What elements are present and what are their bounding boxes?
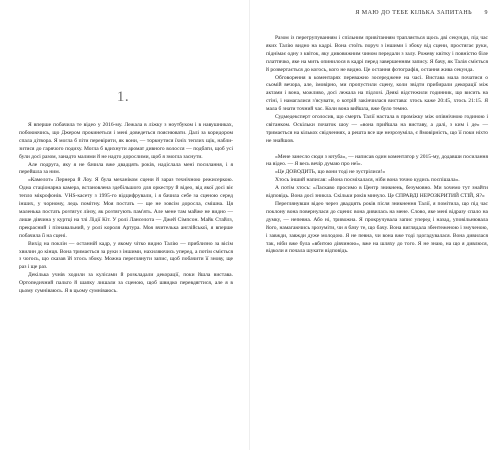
paragraph: «Камелот» Лернера й Лоу. Я була механіком сцени й зараз технічною режисеркою. Одна стаціонарна камера, встановлена здебільшого для оркестру й відео, від якої досі віє тепло мікрофонів. VHS-касету з 1995-го відцифрували, і я бачила себе за сценою серед інших, у чорному, ледь помітну. Моя постать — ще не зовсім доросла, смішна. Ця маленька постать розтягує лінзу, як розтягують пам'ять. Але мене там майже не видно — лише дівчина у куртці на тлі Лідії Кіт. У ролі Ланселота — Джей Сімпсон. Майк Стайлз, прекрасний і пізнавальний, у ролі короля Артура. Моя вчителька англійської, я вперше побачила її на сцені. <box>19 177 233 239</box>
paragraph: Переглянувши відео через двадцять років після зникнення Талії, я помітила, що під час поклону вона повернулася до сцени: вона дивилась на мене. Слово, яке мені відразу спало на думку, — непевна. Або ні, тривожна. Я прокручувала запис уперед і назад, уповільнювала його, намагаючись зрозуміти, чи я бачу те, що бачу. Вона виглядала збентеженою і змученою, і завжди, завжди дуже молодою. Я не певна, чи вона вже тоді здогадувалася. Вона дивилася так, ніби вже була «вбитою дівчиною», вже на шляху до того. Я не знаю, на що я дивлюся, відколи я почала шукати відповідь. <box>266 201 488 255</box>
paragraph: Вихід на поклін — останній кадр, у якому чітко видно Талію — приблизно за вісім хвилин до кінця. Вона тримається за руки з іншими, нахиляючись уперед, а потім сміється з чогось, що сказав їй хтось збоку. Можна переглянути запис, щоб побачити її знову, ще раз і ще раз. <box>19 240 233 271</box>
paragraph: Судмедексперт оголосив, що смерть Талії настала в проміжку між опівнічною годиною і світанком. Оскільки початок шоу — «вона прийшла на виставу, а далі, з ким і де» — тримається на кількох свідченнях, а решта все ще незрозуміла, є ймовірність, що її поки ніхто не знайшов. <box>266 114 488 144</box>
paragraph: «Це ДОВОДИТЬ, що вони тоді не зустрілися!» <box>275 169 386 176</box>
running-head <box>266 10 488 20</box>
chapter-number: 1. <box>116 89 130 105</box>
paragraph: Разом із перегрупуванням і спільним привітанням трапляється щось дві секунди, під час яких Талію видно на кадрі. Вона стоїть поруч з іншими і збоку від сцени, простягає руки, піднімає одну з квіток, яку дивовижним чином передали з залу. Рожеву квітку і повністю біле платтячко, яке на мить опинилося в кадрі перед завершенням запису. Я бачу, як Талія сміється й розвертається до когось, кого не видно. Це остання фотографія, остання жива секунда. <box>266 35 488 73</box>
right-page-text <box>266 35 488 256</box>
paragraph: Я вперше побачила те відео у 2016-му. Лежала в ліжку з ноутбуком і в навушниках, побоюючись, що Джером прокинеться і мені доведеться пояснювати. Далі за коридором спала дітвора. Я могла б піти перевірити, як вони, — торкнутися їхніх теплих щік, наблизитися до гарячого подиху. Могла б вдихнути аромат дивного волосся — подбати, щоб усі були досі разом, занадто малими й не надто дорослими, щоб я змогла заснути. <box>19 122 233 160</box>
running-title: Я МАЮ ДО ТЕБЕ КІЛЬКА ЗАПИТАНЬ <box>355 10 472 16</box>
paragraph: Обговорення в коментарях переважно зосереджене на часі. Вистава мала початися о сьомій вечора, але, імовірно, ми пропустили сцену, коли звідти прибирали декорації між актами і вона, можливо, досі лежала на підлозі. Деякі відстежили годинник, що висить на стіні, і намагалися з'ясувати, о котрій закінчилася вистава: хтось каже 20:45, хтось 21:15. Я мала б знати точний час. Коли вона вийшла, вже було темно. <box>266 74 488 113</box>
quote-paragraph: А потім хтось: «Ласкаво просимо в Центр зникнень, безумовно. Ми хочемо тут знайти відповідь. Вона досі зникла. Скільки років минуло. Це СПРАВДІ НЕРОЗКРИТИЙ СТІЙ, Я?» <box>266 185 488 200</box>
paragraph: Декілька учнів ходили за кулісами й розкладали декорації, поки йшла вистава. Ортопедичний пальто й шапку лишали за сценою, щоб швидко перевдягтися, але я в цьому сумніваюсь. Я в цьому сумніваюсь. <box>19 272 233 295</box>
page-number: 9 <box>484 10 488 16</box>
left-page-text <box>19 122 233 296</box>
quote-paragraph: Хтось інший написав: «Вона посміхалася, ніби вона точно кудись поспішала». <box>275 177 460 184</box>
paragraph: «Мене занесло сюди з ютуба», — написав один коментатор у 2015-му, додавши посилання на відео. — Я весь вечір думаю про неї». <box>266 153 488 168</box>
right-page <box>250 0 500 450</box>
paragraph: Але подруга, яку я не бачила вже двадцять років, надіслала мені посилання, і я перейшла за ним. <box>19 161 233 176</box>
